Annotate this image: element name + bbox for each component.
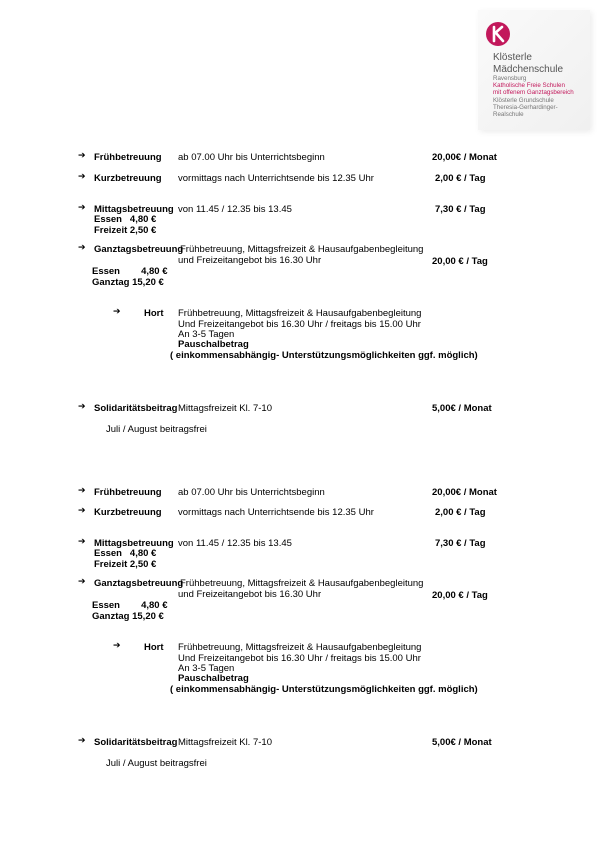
arrow-icon: ➔ [78, 402, 86, 412]
fruhbetreuung-desc: ab 07.00 Uhr bis Unterrichtsbeginn [178, 487, 325, 498]
arrow-icon: ➔ [78, 736, 86, 746]
solidaritaetsbeitrag-desc: Mittagsfreizeit Kl. 7-10 [178, 403, 272, 414]
hort-desc-5: ( einkommensabhängig- Unterstützungsmöglichkeiten ggf. möglich) [170, 350, 478, 361]
ganztag-ganztag: Ganztag 15,20 € [92, 277, 164, 288]
solidaritaetsbeitrag-price: 5,00€ / Monat [432, 403, 492, 414]
solidaritaetsbeitrag-price: 5,00€ / Monat [432, 737, 492, 748]
ganztag-essen: Essen 4,80 € [92, 266, 168, 277]
kurzbetreuung-desc: vormittags nach Unterrichtsende bis 12.35 Uhr [178, 173, 374, 184]
mittag-freizeit: Freizeit 2,50 € [94, 559, 157, 570]
ganztag-price: 20,00 € / Tag [432, 256, 488, 267]
hort-desc-4: Pauschalbetrag [178, 339, 249, 350]
logo-realschule: Realschule [493, 111, 524, 119]
fruhbetreuung-label: Frühbetreuung [94, 487, 162, 498]
arrow-icon: ➔ [78, 203, 86, 213]
kurzbetreuung-desc: vormittags nach Unterrichtsende bis 12.35 Uhr [178, 507, 374, 518]
hort-desc-3: An 3-5 Tagen [178, 663, 235, 674]
ganztag-price: 20,00 € / Tag [432, 590, 488, 601]
mittagsbetreuung-desc: von 11.45 / 12.35 bis 13.45 [178, 538, 292, 549]
arrow-icon: ➔ [78, 151, 86, 161]
logo-text [493, 52, 589, 118]
logo-theresia: Theresia-Gerhardinger- [493, 103, 558, 111]
school-logo [478, 10, 590, 130]
solidaritaetsbeitrag-label: Solidaritätsbeitrag [94, 737, 178, 748]
arrow-icon: ➔ [78, 506, 86, 516]
fruhbetreuung-price: 20,00€ / Monat [432, 487, 497, 498]
solidaritaetsbeitrag-label: Solidaritätsbeitrag [94, 403, 178, 414]
mittagsbetreuung-desc: von 11.45 / 12.35 bis 13.45 [178, 204, 292, 215]
hort-desc-2: Und Freizeitangebot bis 16.30 Uhr / freitags bis 15.00 Uhr [178, 653, 421, 664]
solidaritaetsbeitrag-desc: Mittagsfreizeit Kl. 7-10 [178, 737, 272, 748]
arrow-icon: ➔ [78, 486, 86, 496]
summer-note: Juli / August beitragsfrei [106, 424, 207, 435]
hort-desc-1: Frühbetreuung, Mittagsfreizeit & Hausaufgabenbegleitung [178, 308, 422, 319]
ganztag-desc-2: und Freizeitangebot bis 16.30 Uhr [178, 255, 322, 266]
logo-title-1: Klösterle [493, 52, 532, 63]
arrow-icon: ➔ [78, 577, 86, 587]
school-emblem-icon [484, 20, 512, 48]
ganztag-essen: Essen 4,80 € [92, 600, 168, 611]
mittag-freizeit: Freizeit 2,50 € [94, 225, 157, 236]
ganztag-desc-2: und Freizeitangebot bis 16.30 Uhr [178, 589, 322, 600]
arrow-icon: ➔ [78, 172, 86, 182]
fruhbetreuung-label: Frühbetreuung [94, 152, 162, 163]
ganztagsbetreuung-label: Ganztagsbetreuung [94, 244, 184, 255]
kurzbetreuung-price: 2,00 € / Tag [435, 173, 486, 184]
arrow-icon: ➔ [113, 641, 121, 651]
arrow-icon: ➔ [78, 243, 86, 253]
ganztag-desc-1: Frühbetreuung, Mittagsfreizeit & Hausaufgabenbegleitung [180, 244, 424, 255]
hort-label: Hort [144, 642, 164, 653]
mittagsbetreuung-label: Mittagsbetreuung [94, 204, 174, 215]
mittagsbetreuung-price: 7,30 € / Tag [435, 204, 486, 215]
hort-desc-2: Und Freizeitangebot bis 16.30 Uhr / freitags bis 15.00 Uhr [178, 319, 421, 330]
mittagsbetreuung-price: 7,30 € / Tag [435, 538, 486, 549]
mittag-essen: Essen 4,80 € [94, 214, 157, 225]
hort-desc-3: An 3-5 Tagen [178, 329, 235, 340]
ganztagsbetreuung-label: Ganztagsbetreuung [94, 578, 184, 589]
logo-ravensburg: Ravensburg [493, 75, 527, 82]
logo-kfs-2: mit offenem Ganztagsbereich [493, 89, 574, 97]
hort-desc-4: Pauschalbetrag [178, 673, 249, 684]
arrow-icon: ➔ [113, 307, 121, 317]
kurzbetreuung-label: Kurzbetreuung [94, 173, 162, 184]
hort-desc-5: ( einkommensabhängig- Unterstützungsmöglichkeiten ggf. möglich) [170, 684, 478, 695]
hort-label: Hort [144, 308, 164, 319]
mittag-essen: Essen 4,80 € [94, 548, 157, 559]
hort-desc-1: Frühbetreuung, Mittagsfreizeit & Hausaufgabenbegleitung [178, 642, 422, 653]
ganztag-desc-1: Frühbetreuung, Mittagsfreizeit & Hausaufgabenbegleitung [180, 578, 424, 589]
ganztag-ganztag: Ganztag 15,20 € [92, 611, 164, 622]
kurzbetreuung-label: Kurzbetreuung [94, 507, 162, 518]
summer-note: Juli / August beitragsfrei [106, 758, 207, 769]
kurzbetreuung-price: 2,00 € / Tag [435, 507, 486, 518]
logo-grundschule: Klösterle Grundschule [493, 96, 554, 104]
fruhbetreuung-price: 20,00€ / Monat [432, 152, 497, 163]
logo-kfs-1: Katholische Freie Schulen [493, 82, 565, 90]
logo-title-2: Mädchenschule [493, 63, 564, 75]
fruhbetreuung-desc: ab 07.00 Uhr bis Unterrichtsbeginn [178, 152, 325, 163]
mittagsbetreuung-label: Mittagsbetreuung [94, 538, 174, 549]
arrow-icon: ➔ [78, 537, 86, 547]
